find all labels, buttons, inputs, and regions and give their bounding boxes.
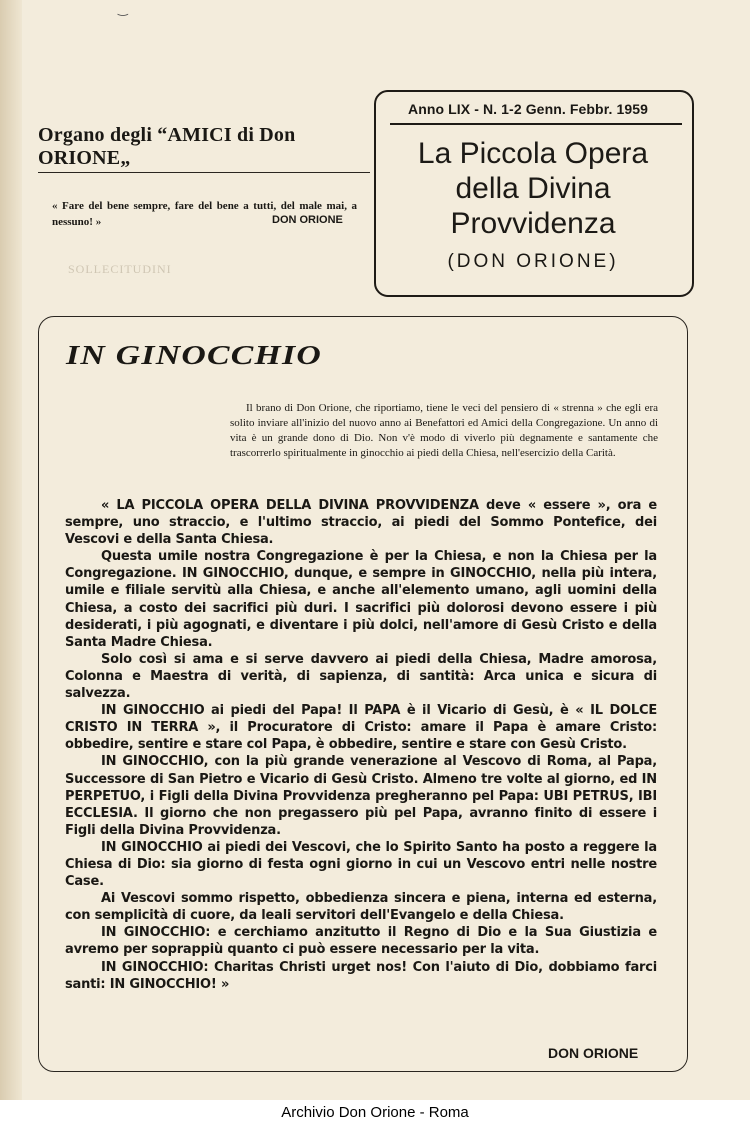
body-paragraph: IN GINOCCHIO, con la più grande venerazione al Vescovo di Roma, al Papa, Successore di San Pietro e Vicario di Gesù Cristo. Almeno tre volte al giorno, ed IN PERPETUO, i Figli della Divina Provvidenza pregheranno pel Papa: UBI PETRUS, IBI ECCLESIA. Il giorno che non pregassero più pel Papa, avranno finito di essere i Figli della Divina Provvidenza. (65, 754, 657, 838)
journal-title-line: La Piccola Opera (417, 137, 649, 170)
journal-title-line: Provvidenza (450, 207, 616, 240)
article-title: IN GINOCCHIO (66, 340, 322, 370)
bleed-through-text: SOLLECITUDINI (68, 262, 172, 276)
article-body (65, 497, 657, 993)
article-intro (230, 401, 658, 461)
body-paragraph: « LA PICCOLA OPERA DELLA DIVINA PROVVIDENZA deve « essere », ora e sempre, uno straccio, e l'ultimo straccio, ai piedi del Sommo Pontefice, dei Vescovi e della Santa Chiesa. (65, 498, 657, 548)
journal-subtitle: (DON ORIONE) (447, 251, 619, 272)
body-paragraph: IN GINOCCHIO ai piedi dei Vescovi, che lo Spirito Santo ha posto a reggere la Chiesa di Dio: sia giorno di festa ogni giorno in cui un Vescovo entri nelle nostre Case. (65, 839, 657, 890)
body-paragraph: Questa umile nostra Congregazione è per la Chiesa, e non la Chiesa per la Congregazione. IN GINOCCHIO, dunque, e sempre in GINOCCHIO, nella più intera, umile e filiale servitù alla Chiesa, e anche all'elemento umano, agli uomini della Chiesa, a costo dei sacrifici più duri. I sacrifici più dolorosi devono essere i più desiderati, i più agognati, e diventare i più dolci, nell'amore di Gesù Cristo e della Santa Madre Chiesa. (65, 549, 657, 650)
organ-heading: Organo degli “AMICI di Don ORIONE„ (38, 124, 296, 169)
journal-title (380, 136, 686, 241)
issue-line: Anno LIX - N. 1-2 Genn. Febbr. 1959 (408, 101, 648, 117)
body-paragraph: Solo così si ama e si serve davvero ai piedi della Chiesa, Madre amorosa, Colonna e Maestra di verità, di sapienza, di santità: Arca unica e sicura di salvezza. (65, 651, 657, 702)
margin-mark: ‿ (118, 2, 128, 16)
body-paragraph: IN GINOCCHIO: Charitas Christi urget nos! Con l'aiuto di Dio, dobbiamo farci santi: IN GINOCCHIO! » (65, 959, 657, 992)
motto-quote: « Fare del bene sempre, fare del bene a tutti, del male mai, a nessuno! » (52, 200, 357, 228)
header-rule (38, 172, 370, 173)
journal-title-line: della Divina (455, 172, 611, 205)
intro-paragraph: Il brano di Don Orione, che riportiamo, tiene le veci del pensiero di « strenna » che egli era solito inviare all'inizio del nuovo anno ai Benefattori ed Amici della Congregazione. Un anno di vita è un grande dono di Dio. Non v'è modo di viverlo più degnamente e santamente che trascorrerlo spiritualmente in ginocchio ai piedi della Chiesa, nell'esercizio della Carità. (230, 402, 658, 459)
body-paragraph: IN GINOCCHIO ai piedi del Papa! Il PAPA è il Vicario di Gesù, è « IL DOLCE CRISTO IN TERRA », il Procuratore di Cristo: amare il Papa è amare Cristo: obbedire, sentire e stare col Papa, è obbedire, sentire e stare con Gesù Cristo. (65, 703, 657, 753)
article-signature: DON ORIONE (548, 1045, 639, 1061)
binding-shadow (0, 0, 22, 1100)
archive-footer: Archivio Don Orione - Roma (0, 1100, 750, 1126)
body-paragraph: Ai Vescovi sommo rispetto, obbedienza sincera e piena, interna ed esterna, con semplicità di cuore, da leali servitori dell'Evangelo e della Chiesa. (65, 891, 657, 924)
motto-author: DON ORIONE (272, 214, 343, 226)
issue-rule (390, 123, 682, 125)
body-paragraph: IN GINOCCHIO: e cerchiamo anzitutto il Regno di Dio e la Sua Giustizia e avremo per soprappiù quanto ci può essere necessario per la vita. (65, 925, 657, 958)
